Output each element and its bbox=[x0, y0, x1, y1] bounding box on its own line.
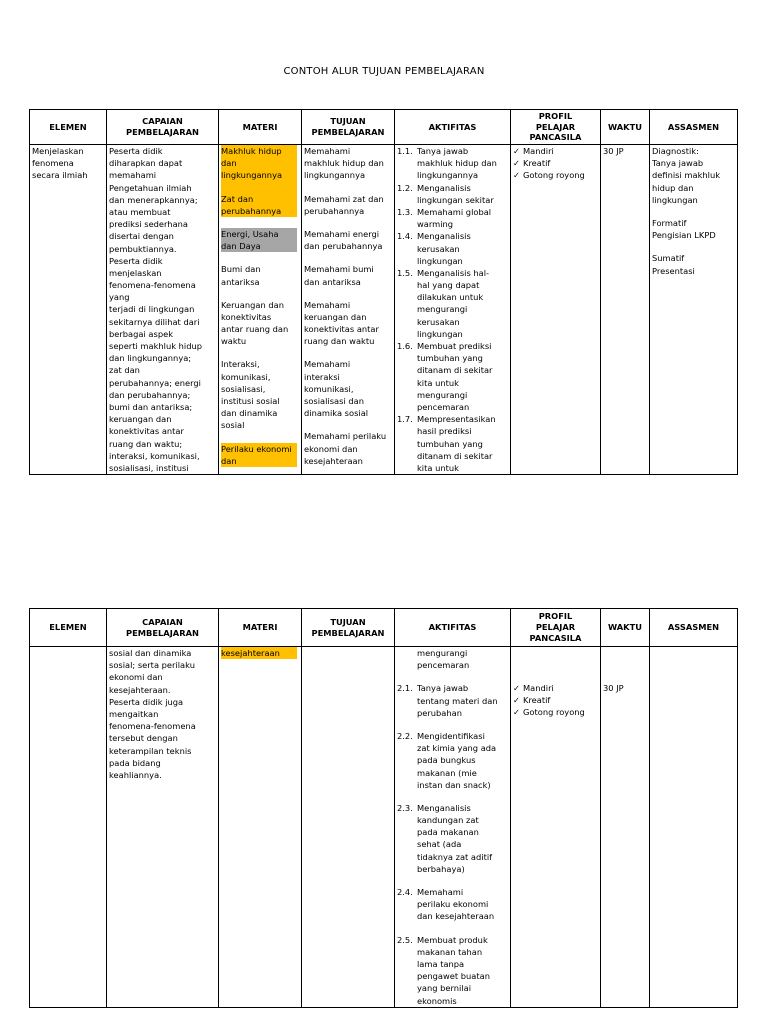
materi-item: Energi, Usaha dan Daya bbox=[221, 228, 297, 252]
item-number: 1.6. bbox=[397, 341, 413, 351]
cell-waktu bbox=[601, 647, 650, 1008]
item-number: 1.3. bbox=[397, 206, 413, 217]
checkmark-icon: ✓ bbox=[513, 158, 520, 169]
profil-item bbox=[513, 682, 598, 694]
header-materi: MATERI bbox=[219, 609, 302, 647]
header-waktu: WAKTU bbox=[601, 609, 650, 647]
item-number: 2.5. bbox=[397, 934, 413, 945]
assasmen-item: Diagnostik: Tanya jawab definisi makhluk hidup dan lingkungan bbox=[652, 146, 721, 205]
materi-item: kesejahteraan bbox=[221, 647, 297, 659]
capaian-text: sosial dan dinamika sosial; serta perilaku ekonomi dan kesejahteraan. Peserta didik juga mengaitkan fenomena-fenomena tersebut dengan keterampilan teknis pada bidang keahliannya. bbox=[109, 648, 196, 780]
cell-profil bbox=[511, 647, 601, 1008]
materi-item: Keruangan dan konektivitas antar ruang dan waktu bbox=[221, 299, 289, 347]
header-tujuan: TUJUAN PEMBELAJARAN bbox=[302, 110, 395, 145]
profil-label: Gotong royong bbox=[523, 170, 585, 181]
header-assasmen: ASSASMEN bbox=[650, 110, 738, 145]
profil-item bbox=[513, 157, 598, 169]
profil-label: Kreatif bbox=[523, 158, 551, 169]
item-text: Mengidentifikasi zat kimia yang ada pada bungkus makanan (mie instan dan snack) bbox=[417, 730, 497, 790]
aktifitas-continued: mengurangi pencemaran bbox=[417, 648, 470, 671]
item-text: Menganalisis lingkungan sekitar bbox=[417, 182, 494, 205]
cell-assasmen bbox=[650, 145, 738, 475]
item-text: Mempresentasikan hasil prediksi tumbuhan yang ditanam di sekitar kita untuk bbox=[417, 414, 496, 473]
list-item bbox=[397, 230, 508, 267]
cell-elemen bbox=[30, 647, 107, 1008]
table-header-row bbox=[30, 110, 738, 145]
header-elemen: ELEMEN bbox=[30, 609, 107, 647]
item-text: Tanya jawab makhluk hidup dan lingkungannya bbox=[417, 146, 497, 181]
cell-assasmen bbox=[650, 647, 738, 1008]
profil-item bbox=[513, 169, 598, 181]
cell-profil bbox=[511, 145, 601, 475]
document-title: CONTOH ALUR TUJUAN PEMBELAJARAN bbox=[283, 66, 485, 77]
header-assasmen: ASSASMEN bbox=[650, 609, 738, 647]
list-item bbox=[397, 730, 508, 791]
cell-waktu bbox=[601, 145, 650, 475]
profil-label: Mandiri bbox=[523, 146, 554, 156]
cell-aktifitas bbox=[395, 145, 511, 475]
waktu-text: 30 JP bbox=[603, 146, 624, 156]
item-number: 1.5. bbox=[397, 267, 413, 278]
checkmark-icon: ✓ bbox=[513, 683, 520, 693]
list-item bbox=[397, 413, 508, 474]
materi-item: Zat dan perubahannya bbox=[221, 193, 297, 217]
tujuan-item: Memahami keruangan dan konektivitas antar ruang dan waktu bbox=[304, 299, 379, 347]
tujuan-item: Memahami energi dan perubahannya bbox=[304, 228, 383, 252]
profil-label: Kreatif bbox=[523, 695, 551, 706]
cell-capaian bbox=[107, 647, 219, 1008]
list-item bbox=[397, 934, 508, 1007]
assasmen-item: Sumatif Presentasi bbox=[652, 253, 695, 276]
materi-item: Bumi dan antariksa bbox=[221, 264, 261, 287]
header-aktifitas: AKTIFITAS bbox=[395, 609, 511, 647]
header-tujuan: TUJUAN PEMBELAJARAN bbox=[302, 609, 395, 647]
item-number: 1.4. bbox=[397, 231, 413, 242]
learning-flow-table-1 bbox=[29, 109, 738, 475]
checkmark-icon: ✓ bbox=[513, 707, 520, 718]
cell-materi bbox=[219, 145, 302, 475]
header-materi: MATERI bbox=[219, 110, 302, 145]
profil-label: Mandiri bbox=[523, 683, 554, 693]
tujuan-item: Memahami bumi dan antariksa bbox=[304, 264, 374, 287]
profil-item bbox=[513, 694, 598, 706]
table-row bbox=[30, 145, 738, 475]
assasmen-item: Formatif Pengisian LKPD bbox=[652, 217, 716, 241]
list-item bbox=[397, 267, 508, 340]
item-number: 2.2. bbox=[397, 730, 413, 741]
item-text: Membuat produk makanan tahan lama tanpa pengawet buatan yang bernilai ekonomis bbox=[417, 934, 490, 1006]
item-text: Memahami perilaku ekonomi dan kesejahteraan bbox=[417, 887, 495, 922]
checkmark-icon: ✓ bbox=[513, 146, 520, 156]
item-text: Menganalisis kerusakan lingkungan bbox=[417, 231, 471, 266]
tujuan-item: Memahami zat dan perubahannya bbox=[304, 193, 384, 216]
list-item bbox=[397, 682, 508, 719]
item-text: Tanya jawab tentang materi dan perubahan bbox=[417, 683, 498, 718]
header-aktifitas: AKTIFITAS bbox=[395, 110, 511, 145]
list-item bbox=[397, 182, 508, 206]
table-row bbox=[30, 647, 738, 1008]
aktifitas-list bbox=[397, 145, 508, 474]
header-capaian: CAPAIAN PEMBELAJARAN bbox=[107, 110, 219, 145]
profil-item bbox=[513, 145, 598, 157]
item-text: Memahami global warming bbox=[417, 206, 492, 230]
header-profil: PROFIL PELAJAR PANCASILA bbox=[511, 110, 601, 145]
item-text: Menganalisis kandungan zat pada makanan sehat (ada tidaknya zat aditif berbahaya) bbox=[417, 802, 493, 874]
header-capaian: CAPAIAN PEMBELAJARAN bbox=[107, 609, 219, 647]
elemen-text: Menjelaskan fenomena secara ilmiah bbox=[32, 146, 88, 181]
header-elemen: ELEMEN bbox=[30, 110, 107, 145]
checkmark-icon: ✓ bbox=[513, 170, 520, 181]
item-text: Membuat prediksi tumbuhan yang ditanam di sekitar kita untuk mengurangi pencemaran bbox=[417, 341, 493, 412]
profil-item bbox=[513, 706, 598, 718]
materi-item: Makhluk hidup dan lingkungannya bbox=[221, 145, 297, 182]
cell-capaian bbox=[107, 145, 219, 475]
list-item bbox=[397, 802, 508, 875]
item-number: 2.4. bbox=[397, 887, 413, 897]
item-number: 1.2. bbox=[397, 182, 413, 193]
waktu-text: 30 JP bbox=[603, 683, 624, 693]
cell-aktifitas bbox=[395, 647, 511, 1008]
tujuan-item: Memahami makhluk hidup dan lingkungannya bbox=[304, 146, 384, 181]
header-profil: PROFIL PELAJAR PANCASILA bbox=[511, 609, 601, 647]
cell-elemen bbox=[30, 145, 107, 475]
item-text: Menganalisis hal- hal yang dapat dilakukan untuk mengurangi kerusakan lingkungan bbox=[417, 267, 490, 339]
list-item bbox=[397, 206, 508, 230]
tujuan-item: Memahami interaksi komunikasi, sosialisasi dan dinamika sosial bbox=[304, 359, 369, 419]
list-item bbox=[397, 340, 508, 413]
list-item bbox=[397, 145, 508, 182]
cell-tujuan bbox=[302, 647, 395, 1008]
aktifitas-list bbox=[397, 682, 508, 1006]
item-number: 1.1. bbox=[397, 146, 413, 156]
list-item bbox=[397, 886, 508, 923]
capaian-text: Peserta didik diharapkan dapat memahami Pengetahuan ilmiah dan menerapkannya; atau membuat prediksi sederhana disertai dengan pembuktiannya. Peserta didik menjelaskan fenomena-fenomena yang terjadi di lingkungan sekitarnya dilihat dari berbagai aspek seperti makhluk hidup dan lingkungannya; zat dan perubahannya; energi dan perubahannya; bumi dan antariksa; keruangan dan konektivitas antar ruang dan waktu; interaksi, komunikasi, sosialisasi, institusi bbox=[109, 146, 202, 473]
materi-item: Interaksi, komunikasi, sosialisasi, institusi sosial dan dinamika sosial bbox=[221, 359, 280, 431]
tujuan-item: Memahami perilaku ekonomi dan kesejahteraan bbox=[304, 431, 387, 466]
cell-tujuan bbox=[302, 145, 395, 475]
item-number: 1.7. bbox=[397, 414, 413, 425]
learning-flow-table-2 bbox=[29, 608, 738, 1008]
cell-materi bbox=[219, 647, 302, 1008]
item-number: 2.3. bbox=[397, 802, 413, 813]
item-number: 2.1. bbox=[397, 683, 413, 694]
table-header-row bbox=[30, 609, 738, 647]
materi-item: Perilaku ekonomi dan bbox=[221, 443, 297, 467]
profil-label: Gotong royong bbox=[523, 707, 585, 718]
checkmark-icon: ✓ bbox=[513, 695, 520, 706]
header-waktu: WAKTU bbox=[601, 110, 650, 145]
